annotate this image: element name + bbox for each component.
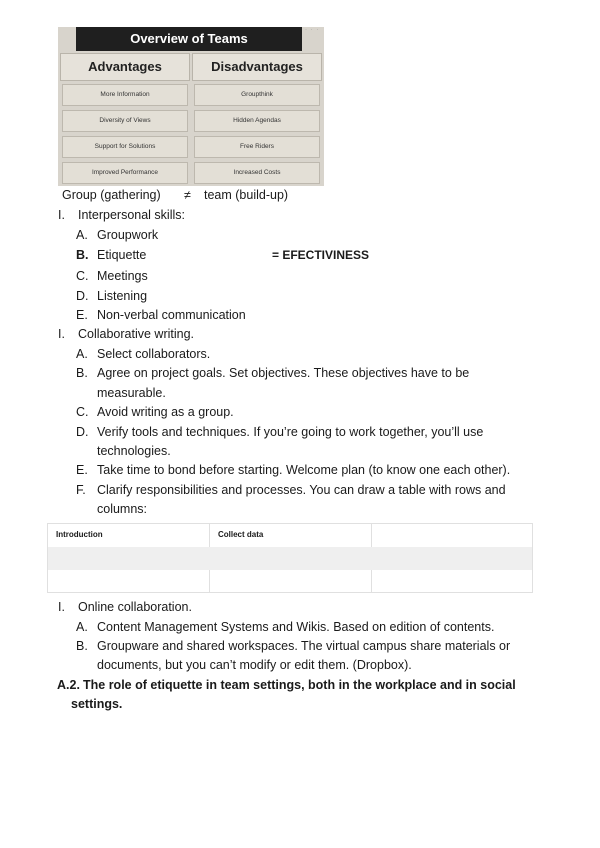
list-item: Verify tools and techniques. If you’re going to work together, you’ll use <box>97 425 484 439</box>
list-letter: C. <box>76 405 89 419</box>
advantage-cell: Diversity of Views <box>62 110 188 132</box>
disadvantage-cell: Free Riders <box>194 136 320 158</box>
list-item: Etiquette <box>97 248 147 262</box>
list-item-continuation: technologies. <box>97 444 171 458</box>
overview-dots: · · · <box>305 27 320 33</box>
table-row <box>48 547 532 570</box>
section-title: Collaborative writing. <box>78 327 195 341</box>
table-header-cell: Introduction <box>48 524 210 547</box>
section-number: I. <box>58 208 65 222</box>
advantages-header: Advantages <box>60 53 190 81</box>
disadvantages-header: Disadvantages <box>192 53 322 81</box>
section-number: I. <box>58 600 65 614</box>
list-letter: E. <box>76 463 88 477</box>
list-letter: D. <box>76 425 89 439</box>
list-letter: A. <box>76 620 88 634</box>
overview-title: Overview of Teams <box>76 27 302 51</box>
list-letter: D. <box>76 289 89 303</box>
disadvantage-cell: Groupthink <box>194 84 320 106</box>
advantage-cell: Support for Solutions <box>62 136 188 158</box>
table-header-cell <box>372 524 532 547</box>
section-title: Interpersonal skills: <box>78 208 185 222</box>
list-item: Avoid writing as a group. <box>97 405 234 419</box>
table-cell <box>372 570 532 592</box>
heading-label: A.2. <box>57 678 80 692</box>
data-table <box>47 523 533 593</box>
disadvantage-cell: Increased Costs <box>194 162 320 184</box>
list-item: Agree on project goals. Set objectives. These objectives have to be <box>97 366 470 380</box>
list-item: Take time to bond before starting. Welcome plan (to know one each other). <box>97 463 511 477</box>
disadvantage-cell: Hidden Agendas <box>194 110 320 132</box>
section-number: I. <box>58 327 65 341</box>
list-item: Clarify responsibilities and processes. You can draw a table with rows and <box>97 483 506 497</box>
list-item: Listening <box>97 289 148 303</box>
list-item: Select collaborators. <box>97 347 211 361</box>
heading-line-1: The role of etiquette in team settings, both in the workplace and in social <box>83 678 516 692</box>
heading-line-2: settings. <box>71 697 123 711</box>
list-item-continuation: documents, but you can’t modify or edit them. (Dropbox). <box>97 658 412 672</box>
team-label: team (build-up) <box>204 188 289 202</box>
list-letter: B. <box>76 366 88 380</box>
list-letter: A. <box>76 347 88 361</box>
effectiveness-note: = EFECTIVINESS <box>272 248 370 262</box>
group-label: Group (gathering) <box>62 188 161 202</box>
list-letter: E. <box>76 308 88 322</box>
list-item: Groupwork <box>97 228 159 242</box>
list-item: Non-verbal communication <box>97 308 246 322</box>
section-title: Online collaboration. <box>78 600 192 614</box>
table-header-cell: Collect data <box>210 524 372 547</box>
list-letter: F. <box>76 483 86 497</box>
list-item-continuation: measurable. <box>97 386 166 400</box>
table-cell <box>210 570 372 592</box>
list-letter: C. <box>76 269 89 283</box>
advantage-cell: More Information <box>62 84 188 106</box>
list-letter: B. <box>76 248 89 262</box>
list-letter: A. <box>76 228 88 242</box>
advantage-cell: Improved Performance <box>62 162 188 184</box>
overview-of-teams-image <box>58 27 324 186</box>
list-item: Meetings <box>97 269 148 283</box>
list-letter: B. <box>76 639 88 653</box>
list-item: Content Management Systems and Wikis. Based on edition of contents. <box>97 620 495 634</box>
not-equal-symbol: ≠ <box>184 188 191 202</box>
table-cell <box>48 570 210 592</box>
list-item: Groupware and shared workspaces. The virtual campus share materials or <box>97 639 511 653</box>
list-item-continuation: columns: <box>97 502 148 516</box>
